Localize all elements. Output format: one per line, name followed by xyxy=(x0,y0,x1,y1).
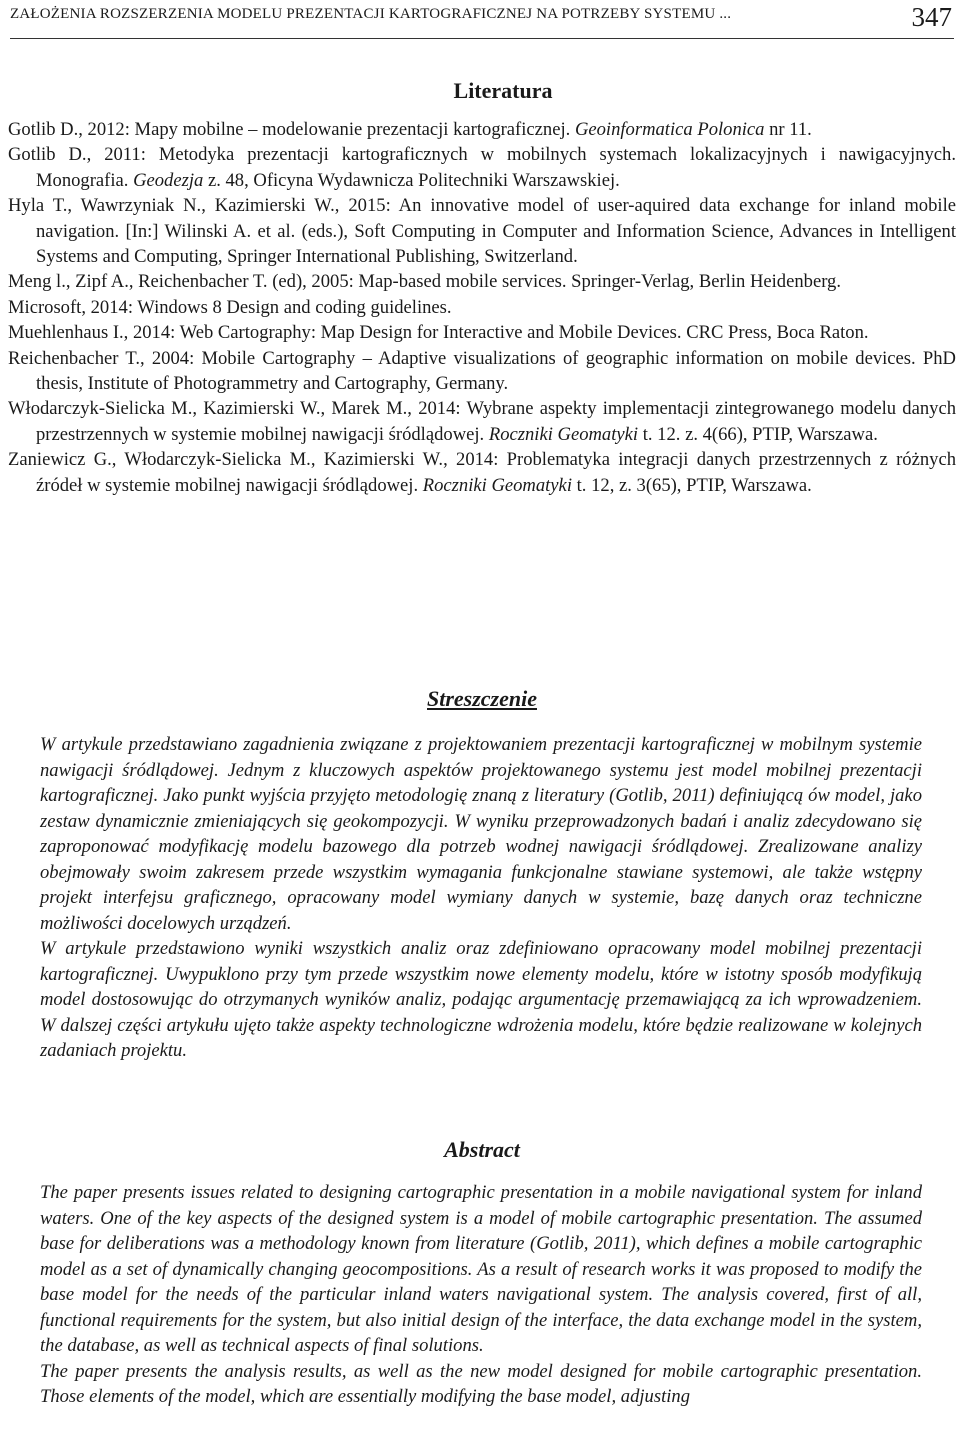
reference-item: Zaniewicz G., Włodarczyk-Sielicka M., Kazimierski W., 2014: Problematyka integracji danych przestrzennych z różnych źródeł w systemie mobilnej nawigacji śródlądowej. Roczniki Geomatyki t. 12, z. 3(65), PTIP, Warszawa. xyxy=(8,449,956,496)
reference-item: Meng l., Zipf A., Reichenbacher T. (ed), 2005: Map-based mobile services. Springer-Verlag, Berlin Heidenberg. xyxy=(8,271,842,293)
running-title: ZAŁOŻENIA ROZSZERZENIA MODELU PREZENTACJI KARTOGRAFICZNEJ NA POTRZEBY SYSTEMU ... xyxy=(10,6,732,22)
page-number: 347 xyxy=(911,2,952,32)
reference-item: Hyla T., Wawrzyniak N., Kazimierski W., 2015: An innovative model of user-aquired data exchange for inland mobile navigation. [In:] Wilinski A. et al. (eds.), Soft Computing in Computer and Information Science, Advances in Intelligent Systems and Computing, Springer International Publishing, Switzerland. xyxy=(8,195,956,268)
streszczenie-body xyxy=(40,732,922,1064)
reference-item: Gotlib D., 2012: Mapy mobilne – modelowanie prezentacji kartograficznej. Geoinformatica Polonica nr 11. xyxy=(8,119,812,140)
reference-item: Gotlib D., 2011: Metodyka prezentacji kartograficznych w mobilnych systemach lokalizacyjnych i nawigacyjnych. Monografia. Geodezja z. 48, Oficyna Wydawnicza Politechniki Warszawskiej. xyxy=(8,144,956,191)
reference-list xyxy=(8,117,956,498)
abstract-body xyxy=(40,1180,922,1410)
streszczenie-paragraph: W artykule przedstawiano zagadnienia związane z projektowaniem prezentacji kartograficznej w mobilnym systemie nawigacji śródlądowej. Jednym z kluczowych aspektów projektowanego systemu jest model mobilnej prezentacji kartograficznej. Jako punkt wyjścia przyjęto metodologię znaną z literatury (Gotlib, 2011) definiującą ów model, jako zestaw dynamicznie zmieniających się geokompozycji. W wyniku przeprowadzonych badań i analiz zdecydowano się zaproponować modyfikację modelu bazowego dla potrzeb wodnej nawigacji śródlądowej. Zrealizowane analizy obejmowały swoim zakresem przede wszystkim wymagania funkcjonalne stawiane systemowi, ale także wstępny projekt interfejsu graficznego, opracowany model wymiany danych w systemie, bazę danych oraz techniczne możliwości docelowych urządzeń. xyxy=(40,734,922,934)
running-header xyxy=(10,0,954,39)
abstract-paragraph: The paper presents issues related to designing cartographic presentation in a mobile navigational system for inland waters. One of the key aspects of the designed system is a model of mobile cartographic presentation. The assumed base for deliberations was a methodology known from literature (Gotlib, 2011), which defines a mobile cartographic model as a set of dynamically changing geocompositions. As a result of research works it was proposed to modify the base model for the needs of the particular inland waters navigational system. The analysis covered, first of all, functional requirements for the system, but also initial design of the interface, the data exchange model in the system, the database, as well as technical aspects of final solutions. xyxy=(40,1182,922,1356)
streszczenie-paragraph: W artykule przedstawiono wyniki wszystkich analiz oraz zdefiniowano opracowany model mobilnej prezentacji kartograficznej. Uwypuklono przy tym przede wszystkim nowe elementy modelu, które w istotny sposób modyfikują model dostosowując do otrzymanych wyników analiz, podając argumentację przemawiającą za ich wprowadzeniem. W dalszej części artykułu ujęto także aspekty technologiczne wdrożenia modelu, które będzie realizowane w kolejnych zadaniach projektu. xyxy=(40,938,922,1061)
reference-item: Microsoft, 2014: Windows 8 Design and coding guidelines. xyxy=(8,296,452,318)
reference-item: Włodarczyk-Sielicka M., Kazimierski W., Marek M., 2014: Wybrane aspekty implementacji zintegrowanego modelu danych przestrzennych w systemie mobilnej nawigacji śródlądowej. Roczniki Geomatyki t. 12. z. 4(66), PTIP, Warszawa. xyxy=(8,398,956,445)
reference-item: Reichenbacher T., 2004: Mobile Cartography – Adaptive visualizations of geographic information on mobile devices. PhD thesis, Institute of Photogrammetry and Cartography, Germany. xyxy=(8,347,956,395)
streszczenie-heading: Streszczenie xyxy=(427,686,537,711)
abstract-heading: Abstract xyxy=(444,1137,520,1162)
literature-heading: Literatura xyxy=(453,78,553,103)
abstract-paragraph: The paper presents the analysis results, as well as the new model designed for mobile cartographic presentation. Those elements of the model, which are essentially modifying the base model, adjusting xyxy=(40,1360,922,1407)
reference-item: Muehlenhaus I., 2014: Web Cartography: Map Design for Interactive and Mobile Devices. CRC Press, Boca Raton. xyxy=(8,322,869,344)
